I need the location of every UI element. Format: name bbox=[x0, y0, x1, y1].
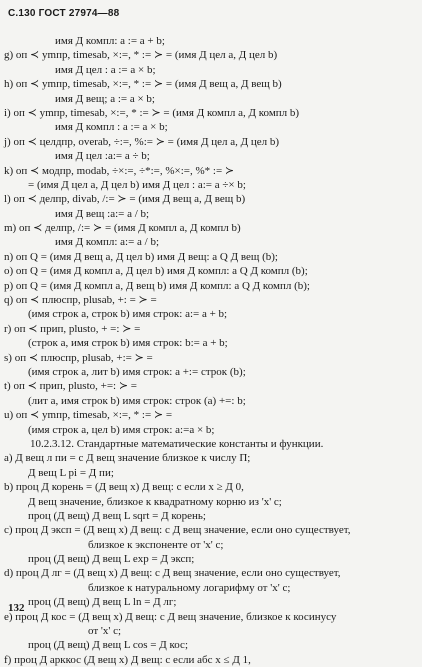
text-line: имя Д цел : а := а × b; bbox=[55, 63, 156, 76]
text-line: проц (Д вещ) Д вещ L cos = Д кос; bbox=[28, 639, 188, 652]
text-line: от 'х' с; bbox=[88, 625, 122, 638]
text-line: q) оп ≺ плюспр, plusab, +: = ≻ = bbox=[4, 294, 157, 307]
text-line: t) оп ≺ прип, plusto, +=: ≻ = bbox=[4, 380, 138, 393]
text-line: b) проц Д корень = (Д вещ х) Д вещ: с если х ≥ Д 0, bbox=[4, 481, 244, 494]
text-line: имя Д вещ; а := а × b; bbox=[55, 92, 155, 105]
text-line: (лит а, имя строк b) имя строк: строк (а) +=: b; bbox=[28, 394, 246, 407]
text-line: p) оп Q = (имя Д компл а, Д вещ b) имя Д компл: а Q Д компл (b); bbox=[4, 279, 310, 292]
text-line: (имя строк а, лит b) имя строк: а +:= строк (b); bbox=[28, 365, 246, 378]
text-line: (строк а, имя строк b) имя строк: b:= а + b; bbox=[28, 337, 228, 350]
text-line: c) проц Д эксп = (Д вещ х) Д вещ: с Д вещ значение, если оно существует, bbox=[4, 524, 351, 537]
text-line: Д вещ L pi = Д пи; bbox=[28, 466, 114, 479]
text-line: имя Д цел :а:= а ÷ b; bbox=[55, 150, 150, 163]
text-line: e) проц Д кос = (Д вещ х) Д вещ: с Д вещ значение, близкое к косинусу bbox=[4, 610, 337, 623]
text-line: (имя строк а, цел b) имя строк: а:=а × b; bbox=[28, 423, 215, 436]
text-line: a) Д вещ л пи = с Д вещ значение близкое к числу П; bbox=[4, 452, 251, 465]
text-line: f) проц Д арккос (Д вещ х) Д вещ: с если абс х ≤ Д 1, bbox=[4, 653, 251, 666]
text-line: m) оп ≺ делпр, /:= ≻ = (имя Д компл а, Д компл b) bbox=[4, 222, 241, 235]
page-header: С.130 ГОСТ 27974—88 bbox=[8, 8, 120, 19]
text-line: проц (Д вещ) Д вещ L sqrt = Д корень; bbox=[28, 509, 206, 522]
page-number: 132 bbox=[8, 602, 25, 614]
text-line: n) оп Q = (имя Д вещ а, Д цел b) имя Д вещ: а Q Д вещ (b); bbox=[4, 250, 278, 263]
text-line: r) оп ≺ прип, plusto, + =: ≻ = bbox=[4, 322, 141, 335]
text-line: 10.2.3.12. Стандартные математические константы и функции. bbox=[30, 437, 324, 450]
text-body bbox=[0, 34, 422, 667]
text-line: u) оп ≺ уmпр, timesab, ×:=, * := ≻ = bbox=[4, 409, 173, 422]
text-line: h) оп ≺ уmпр, timesab, ×:=, * := ≻ = (имя Д вещ а, Д вещ b) bbox=[4, 78, 282, 91]
text-line: k) оп ≺ модпр, modab, ÷×:=, ÷*:=, %×:=, %* := ≻ bbox=[4, 164, 235, 177]
text-line: проц (Д вещ) Д вещ L exp = Д эксп; bbox=[28, 553, 195, 566]
text-line: близкое к натуральному логарифму от 'х' с; bbox=[88, 581, 291, 594]
text-line: g) оп ≺ уmпр, timesab, ×:=, * := ≻ = (имя Д цел а, Д цел b) bbox=[4, 49, 278, 62]
text-line: = (имя Д цел а, Д цел b) имя Д цел : а:= а ÷× b; bbox=[28, 178, 246, 191]
text-line: близкое к экспоненте от 'х' с; bbox=[88, 538, 224, 551]
text-line: проц (Д вещ) Д вещ L ln = Д лг; bbox=[28, 596, 177, 609]
text-line: имя Д компл: а:= а / b; bbox=[55, 236, 160, 249]
text-line: d) проц Д лг = (Д вещ х) Д вещ: с Д вещ значение, если оно существует, bbox=[4, 567, 341, 580]
text-line: i) оп ≺ уmпр, timesab, ×:=, * := ≻ = (имя Д компл а, Д компл b) bbox=[4, 106, 300, 119]
text-line: имя Д компл: а := а + b; bbox=[55, 35, 165, 47]
text-line: j) оп ≺ целдпр, overab, ÷:=, %:= ≻ = (имя Д цел а, Д цел b) bbox=[4, 135, 280, 148]
text-line: имя Д компл : а := а × b; bbox=[55, 121, 168, 134]
text-line: s) оп ≺ плюспр, plusab, +:= ≻ = bbox=[4, 351, 153, 364]
text-line: Д вещ значение, близкое к квадратному корню из 'х' с; bbox=[28, 495, 282, 508]
text-line: (имя строк а, строк b) имя строк: а:= а + b; bbox=[28, 308, 228, 321]
text-line: l) оп ≺ делпр, divab, /:= ≻ = (имя Д вещ а, Д вещ b) bbox=[4, 193, 246, 206]
text-line: o) оп Q = (имя Д компл а, Д цел b) имя Д компл: а Q Д компл (b); bbox=[4, 265, 308, 278]
text-line: имя Д вещ :а:= а / b; bbox=[55, 207, 150, 220]
